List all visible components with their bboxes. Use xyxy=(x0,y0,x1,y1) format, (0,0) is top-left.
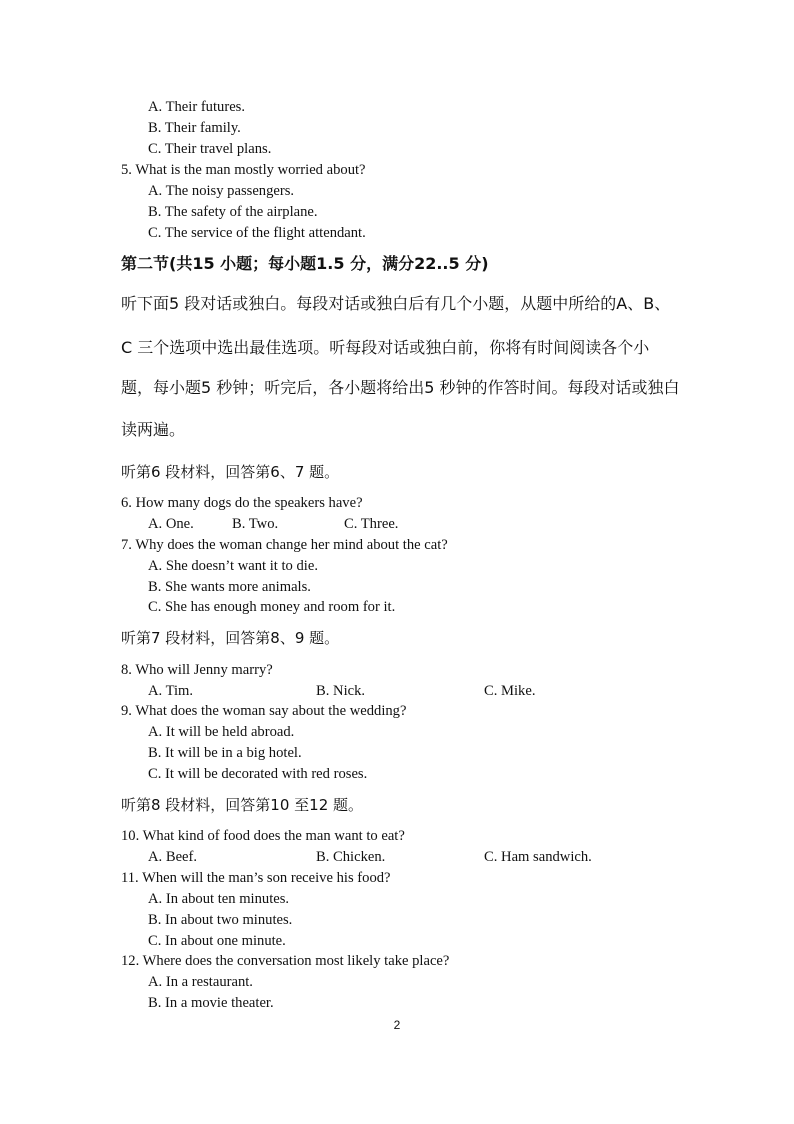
q8-question: 8. Who will Jenny marry? xyxy=(121,662,273,678)
q5-question: 5. What is the man mostly worried about? xyxy=(121,162,366,178)
q10-option-c: C. Ham sandwich. xyxy=(484,849,592,865)
q7-option-b: B. She wants more animals. xyxy=(148,579,311,595)
q7-question: 7. Why does the woman change her mind about the cat? xyxy=(121,537,448,553)
q4-option-b: B. Their family. xyxy=(148,120,241,136)
q5-option-c: C. The service of the flight attendant. xyxy=(148,225,366,241)
q5-option-a: A. The noisy passengers. xyxy=(148,183,295,199)
q4-option-a: A. Their futures. xyxy=(148,99,245,115)
q4-option-c: C. Their travel plans. xyxy=(148,141,272,157)
q9-option-b: B. It will be in a big hotel. xyxy=(148,745,302,761)
q9-option-c: C. It will be decorated with red roses. xyxy=(148,766,368,782)
q6-question: 6. How many dogs do the speakers have? xyxy=(121,495,363,511)
q5-option-b: B. The safety of the airplane. xyxy=(148,204,318,220)
part6-intro: 听第6 段材料，回答第6、7 题。 xyxy=(121,463,340,481)
q7-option-a: A. She doesn’t want it to die. xyxy=(148,558,318,574)
page-number: 2 xyxy=(393,1018,401,1032)
section2-instructions-line3: 题，每小题5 秒钟；听完后，各小题将给出5 秒钟的作答时间。每段对话或独白 xyxy=(121,378,680,397)
section2-heading: 第二节(共15 小题；每小题1.5 分，满分22..5 分) xyxy=(121,254,489,273)
q6-option-a: A. One. xyxy=(148,516,194,532)
q10-option-b: B. Chicken. xyxy=(316,849,386,865)
q6-option-b: B. Two. xyxy=(232,516,279,532)
q11-question: 11. When will the man’s son receive his food? xyxy=(121,870,391,886)
q6-option-c: C. Three. xyxy=(344,516,399,532)
q10-option-a: A. Beef. xyxy=(148,849,198,865)
q8-option-c: C. Mike. xyxy=(484,683,536,699)
section2-instructions-line2: C 三个选项中选出最佳选项。听每段对话或独白前，你将有时间阅读各个小 xyxy=(121,338,650,357)
q11-option-b: B. In about two minutes. xyxy=(148,912,293,928)
q10-question: 10. What kind of food does the man want to eat? xyxy=(121,828,405,844)
q7-option-c: C. She has enough money and room for it. xyxy=(148,599,396,615)
part8-intro: 听第8 段材料，回答第10 至12 题。 xyxy=(121,796,364,814)
section2-instructions-line4: 读两遍。 xyxy=(121,420,186,439)
section2-instructions-line1: 听下面5 段对话或独白。每段对话或独白后有几个小题，从题中所给的A、B、 xyxy=(121,294,671,313)
q9-option-a: A. It will be held abroad. xyxy=(148,724,295,740)
q11-option-a: A. In about ten minutes. xyxy=(148,891,290,907)
q11-option-c: C. In about one minute. xyxy=(148,933,286,949)
q12-question: 12. Where does the conversation most likely take place? xyxy=(121,953,450,969)
q9-question: 9. What does the woman say about the wedding? xyxy=(121,703,407,719)
q8-option-b: B. Nick. xyxy=(316,683,366,699)
q12-option-a: A. In a restaurant. xyxy=(148,974,253,990)
q8-option-a: A. Tim. xyxy=(148,683,194,699)
q12-option-b: B. In a movie theater. xyxy=(148,995,274,1011)
part7-intro: 听第7 段材料，回答第8、9 题。 xyxy=(121,629,340,647)
